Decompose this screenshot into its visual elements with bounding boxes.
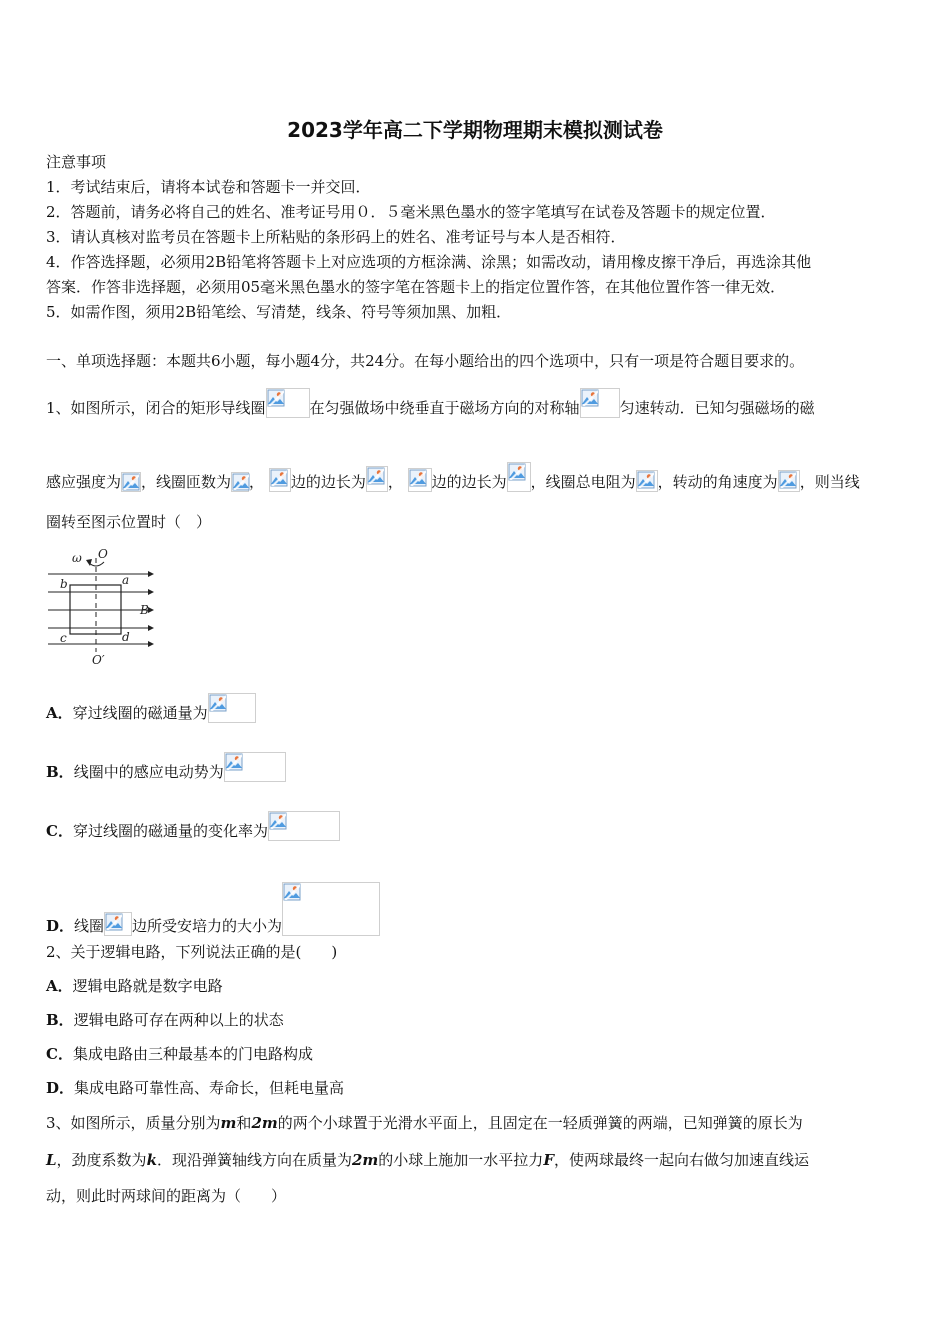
- q1-text: 1、如图所示，闭合的矩形导线圈: [46, 399, 266, 417]
- option-text: 逻辑电路可存在两种以上的状态: [73, 1011, 284, 1029]
- option-text: 线圈: [74, 917, 105, 935]
- q3-stem-line1: [46, 1113, 803, 1133]
- q1-text: 边的边长为: [431, 473, 507, 491]
- q1-option-d: [46, 882, 380, 936]
- option-text: 集成电路可靠性高、寿命长，但耗电量高: [74, 1079, 345, 1097]
- q1-text: 感应强度为: [46, 473, 122, 491]
- q1-option-c: [46, 811, 340, 841]
- option-text: 逻辑电路就是数字电路: [72, 977, 223, 995]
- notice-item: 1．考试结束后，请将本试卷和答题卡一并交回．: [46, 178, 371, 196]
- q3-text: 的两个小球置于光滑水平面上，且固定在一轻质弹簧的两端，已知弹簧的原长为: [277, 1114, 803, 1132]
- q1-text: ，线圈总电阻为: [530, 473, 636, 491]
- q3-text: ，使两球最终一起向右做匀加速直线运: [553, 1151, 809, 1169]
- q1-text: ，线圈匝数为: [141, 473, 232, 491]
- q3-stem-line3: 动，则此时两球间的距离为（ ）: [46, 1187, 287, 1205]
- q1-text: 在匀强做场中绕垂直于磁场方向的对称轴: [309, 399, 580, 417]
- broken-image-icon: [269, 468, 291, 492]
- q2-option-d: [46, 1078, 344, 1098]
- arrowhead: [148, 589, 154, 595]
- q3-text: ，劲度系数为: [56, 1151, 147, 1169]
- broken-image-icon: [778, 470, 800, 492]
- q1-text: ，: [249, 473, 265, 491]
- notice-item: 3．请认真核对监考员在答题卡上所粘贴的条形码上的姓名、准考证号与本人是否相符．: [46, 228, 626, 246]
- option-letter: B．: [46, 763, 74, 781]
- broken-image-icon: [121, 472, 141, 492]
- q1-option-a: [46, 693, 256, 723]
- q1-text: 匀速转动．已知匀强磁场的磁: [619, 399, 815, 417]
- q1-text: ，则当线: [799, 473, 860, 491]
- q3-text: 的小球上施加一水平拉力: [378, 1151, 544, 1169]
- label-c: c: [60, 631, 67, 645]
- label-b: b: [60, 577, 68, 591]
- option-text: 集成电路由三种最基本的门电路构成: [72, 1045, 313, 1063]
- option-letter: D．: [46, 1079, 75, 1097]
- notice-item: 5．如需作图，须用2B铅笔绘、写清楚，线条、符号等须加黑、加粗．: [46, 303, 512, 321]
- q3-var: 2m: [251, 1114, 278, 1132]
- notice-heading: 注意事项: [46, 153, 107, 171]
- section-heading: 一、单项选择题：本题共6小题，每小题4分，共24分。在每小题给出的四个选项中，只有一项是符合题目要求的。: [46, 352, 805, 370]
- broken-image-icon: [408, 468, 432, 492]
- notice-item: 答案．作答非选择题，必须用05毫米黑色墨水的签字笔在答题卡上的指定位置作答，在其他位置作答一律无效．: [46, 278, 786, 296]
- q1-text: ，转动的角速度为: [657, 473, 778, 491]
- label-B: B: [140, 603, 149, 617]
- arrowhead: [148, 571, 154, 577]
- notice-item: 4．作答选择题，必须用2B铅笔将答题卡上对应选项的方框涂满、涂黑；如需改动，请用橡皮擦干净后，再选涂其他: [46, 253, 812, 271]
- label-d: d: [122, 630, 130, 644]
- q2-option-b: [46, 1010, 284, 1030]
- q2-stem: 2、关于逻辑电路，下列说法正确的是( ): [46, 943, 338, 961]
- q3-var: L: [46, 1151, 57, 1169]
- broken-image-icon: [208, 693, 256, 723]
- q3-var: 2m: [351, 1151, 379, 1169]
- option-text: 穿过线圈的磁通量为: [72, 704, 208, 722]
- label-o-top: O: [98, 547, 108, 561]
- q3-stem-line2: [46, 1150, 809, 1170]
- label-omega: ω: [72, 551, 82, 565]
- q1-text: 边的边长为: [290, 473, 366, 491]
- notice-item: 2．答题前，请务必将自己的姓名、准考证号用０．５毫米黑色墨水的签字笔填写在试卷及答题卡的规定位置．: [46, 203, 776, 221]
- q1-text: ，: [387, 473, 403, 491]
- option-text: 边所受安培力的大小为: [132, 917, 283, 935]
- broken-image-icon: [104, 912, 132, 936]
- q3-var: m: [220, 1114, 237, 1132]
- q2-option-a: [46, 976, 223, 996]
- broken-image-icon: [507, 462, 531, 492]
- q1-stem-line2: [46, 462, 860, 492]
- q1-stem-line1: [46, 388, 815, 418]
- option-letter: D．: [46, 917, 75, 935]
- coil-figure: [44, 544, 164, 670]
- label-o-bottom: O′: [92, 653, 105, 667]
- broken-image-icon: [266, 388, 310, 418]
- option-letter: A．: [46, 704, 73, 722]
- option-letter: B．: [46, 1011, 74, 1029]
- q3-text: 3、如图所示，质量分别为: [46, 1114, 221, 1132]
- broken-image-icon: [366, 466, 388, 492]
- option-letter: C．: [46, 822, 73, 840]
- broken-image-icon: [636, 470, 658, 492]
- q3-var: F: [543, 1151, 554, 1169]
- q3-var: k: [146, 1151, 157, 1169]
- broken-image-icon: [282, 882, 380, 936]
- q3-text: ．现沿弹簧轴线方向在质量为: [156, 1151, 352, 1169]
- broken-image-icon: [580, 388, 620, 418]
- page-title: 2023学年高二下学期物理期末模拟测试卷: [287, 118, 663, 142]
- q2-option-c: [46, 1044, 313, 1064]
- option-text: 线圈中的感应电动势为: [73, 763, 224, 781]
- broken-image-icon: [231, 472, 249, 492]
- arrowhead: [148, 641, 154, 647]
- broken-image-icon: [224, 752, 286, 782]
- option-letter: C．: [46, 1045, 73, 1063]
- label-a: a: [122, 573, 130, 587]
- q3-text: 和: [236, 1114, 252, 1132]
- option-letter: A．: [46, 977, 73, 995]
- broken-image-icon: [268, 811, 340, 841]
- arrowhead: [148, 607, 154, 613]
- q1-option-b: [46, 752, 286, 782]
- q1-stem-line3: 圈转至图示位置时（ ）: [46, 513, 212, 531]
- arrowhead: [148, 625, 154, 631]
- option-text: 穿过线圈的磁通量的变化率为: [72, 822, 268, 840]
